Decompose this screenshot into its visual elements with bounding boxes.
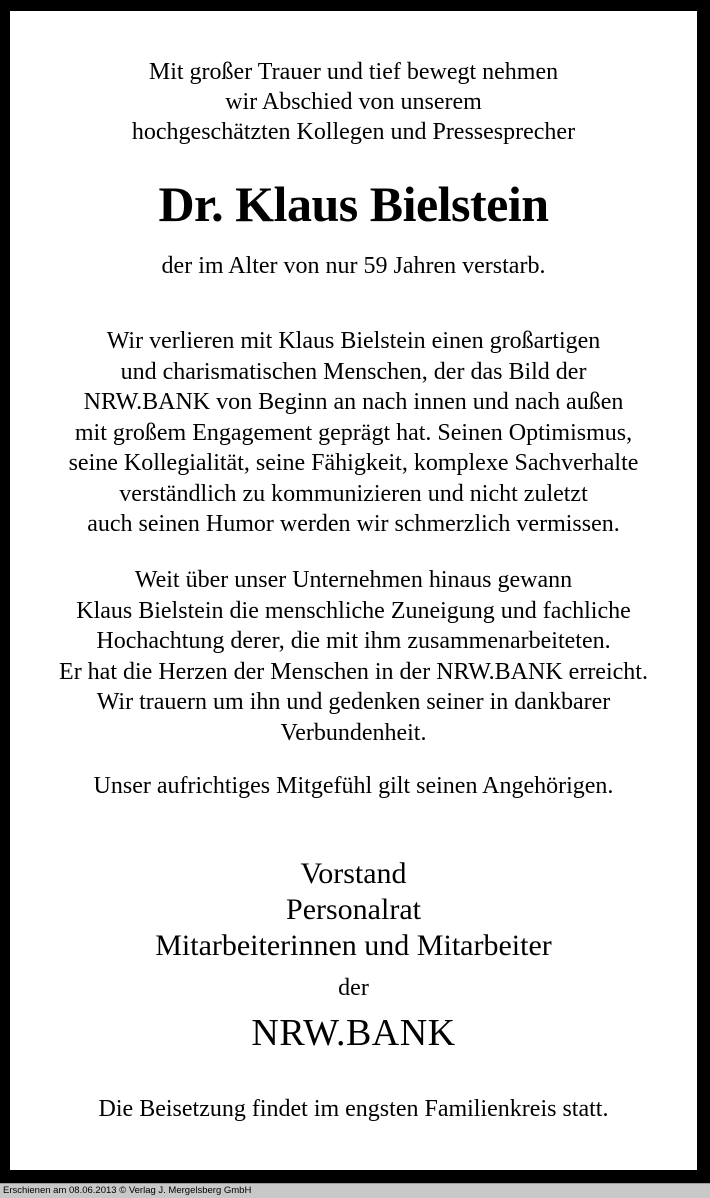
paragraph-1-line-7: auch seinen Humor werden wir schmerzlich vermissen. — [87, 511, 620, 537]
paragraph-2-line-5: Wir trauern um ihn und gedenken seiner in dankbarer — [96, 689, 611, 715]
intro-line-1: Mit großer Trauer und tief bewegt nehmen — [148, 59, 559, 85]
paragraph-2-line-1: Weit über unser Unternehmen hinaus gewann — [134, 567, 573, 593]
publication-footer — [0, 1183, 710, 1198]
paragraph-1-line-6: verständlich zu kommunizieren und nicht zuletzt — [119, 480, 588, 507]
paragraph-1-line-2: und charismatischen Menschen, der das Bild der — [120, 358, 587, 385]
intro-line-3: hochgeschätzten Kollegen und Pressesprecher — [131, 119, 576, 145]
age-line: der im Alter von nur 59 Jahren verstarb. — [161, 253, 546, 279]
paragraph-2-line-6: Verbundenheit. — [280, 719, 427, 746]
condolence-line: Unser aufrichtiges Mitgefühl gilt seinen Angehörigen. — [93, 773, 614, 799]
paragraph-1-line-1: Wir verlieren mit Klaus Bielstein einen großartigen — [106, 328, 601, 354]
signatory-staff-council: Personalrat — [286, 893, 421, 926]
signatory-board: Vorstand — [300, 857, 407, 890]
paragraph-2-line-2: Klaus Bielstein die menschliche Zuneigung und fachliche — [76, 597, 631, 624]
paragraph-2-line-4: Er hat die Herzen der Menschen in der NRW.BANK erreicht. — [59, 658, 648, 685]
paragraph-2-line-3: Hochachtung derer, die mit ihm zusammenarbeiteten. — [96, 628, 611, 654]
deceased-name: Dr. Klaus Bielstein — [158, 176, 549, 232]
funeral-note: Die Beisetzung findet im engsten Familienkreis statt. — [98, 1096, 609, 1122]
publication-credit: Erschienen am 08.06.2013 © Verlag J. Mergelsberg GmbH — [3, 1185, 252, 1196]
paragraph-1-line-4: mit großem Engagement geprägt hat. Seinen Optimismus, — [74, 419, 633, 446]
organization-name: NRW.BANK — [251, 1012, 456, 1054]
paragraph-1-line-5: seine Kollegialität, seine Fähigkeit, komplexe Sachverhalte — [68, 450, 639, 476]
signatory-connector: der — [338, 975, 369, 1001]
paragraph-1-line-3: NRW.BANK von Beginn an nach innen und nach außen — [83, 389, 624, 415]
intro-line-2: wir Abschied von unserem — [225, 89, 482, 115]
signatory-employees: Mitarbeiterinnen und Mitarbeiter — [155, 929, 552, 962]
